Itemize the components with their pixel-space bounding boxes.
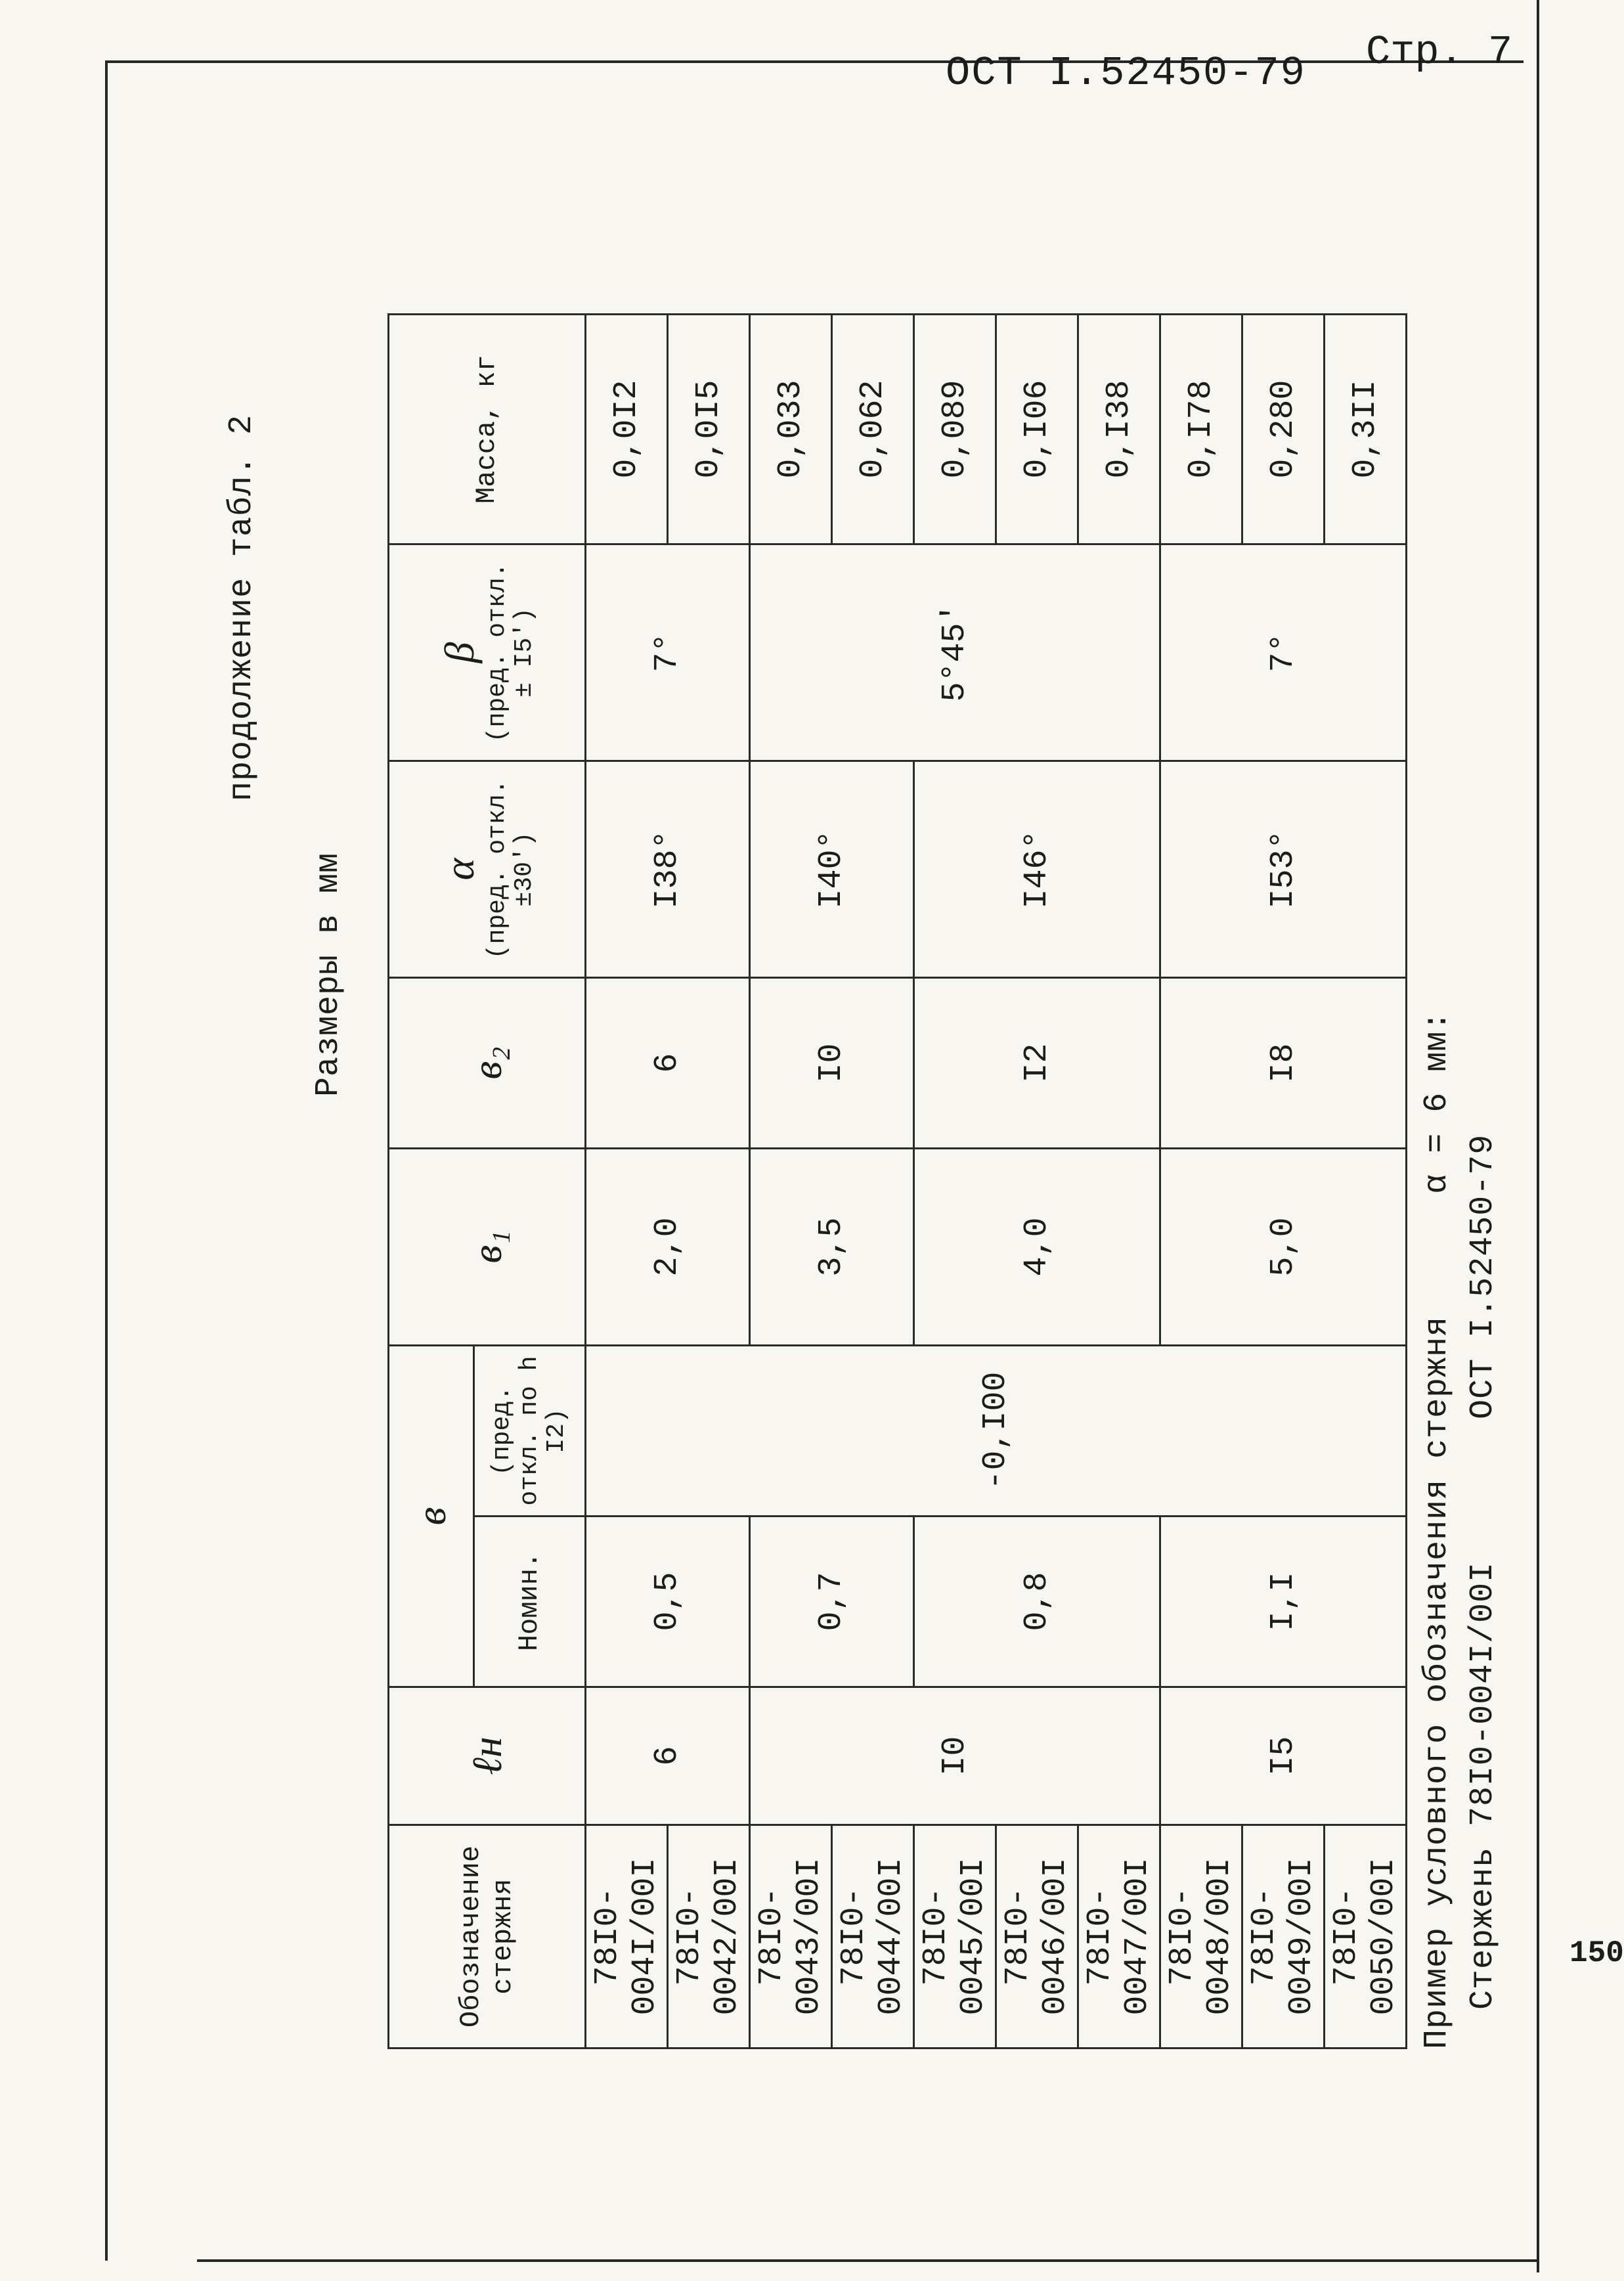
mass-cell: 0,062: [832, 315, 914, 544]
beta-cell: 5°45′: [750, 544, 1160, 761]
mass-cell: 0,280: [1242, 315, 1325, 544]
b1-cell: 4,0: [914, 1149, 1160, 1346]
alpha-cell: I53°: [1160, 761, 1407, 978]
frame-bottom-line: [197, 2259, 1539, 2262]
b-nominal-cell: 0,8: [914, 1517, 1160, 1687]
mass-cell: 0,I78: [1160, 315, 1242, 544]
b1-symbol: в₁: [463, 1230, 510, 1264]
b-nominal-cell: 0,7: [750, 1517, 914, 1687]
designation-cell: 78I0-0045/00I: [914, 1825, 996, 2048]
frame-left-line: [105, 60, 108, 2261]
alpha-cell: I40°: [750, 761, 914, 978]
page-label: Стр. 7: [1366, 29, 1513, 76]
designation-cell: 78I0-0043/00I: [750, 1825, 832, 2048]
header-b-nominal: Номин.: [474, 1517, 586, 1687]
rotated-table-block: [223, 315, 1502, 2049]
header-designation: Обозначение стержня: [389, 1825, 586, 2048]
designation-cell: 78I0-0047/00I: [1078, 1825, 1160, 2048]
header-alpha: [389, 761, 586, 978]
frame-right-line: [1537, 0, 1539, 2272]
ln-symbol: ℓн: [463, 1737, 510, 1775]
b1-cell: 5,0: [1160, 1149, 1407, 1346]
continuation-note: продолжение табл. 2: [223, 414, 261, 801]
header-b2: [389, 978, 586, 1149]
designation-cell: 78I0-0046/00I: [996, 1825, 1078, 2048]
header-beta: [389, 544, 586, 761]
header-b1: [389, 1149, 586, 1346]
designation-cell: 78I0-0044/00I: [832, 1825, 914, 2048]
b-nominal-cell: I,I: [1160, 1517, 1407, 1687]
alpha-cell: I46°: [914, 761, 1160, 978]
b-tolerance-cell: -0,I00: [586, 1346, 1407, 1517]
header-b-tolerance: [474, 1346, 586, 1517]
mass-cell: 0,I38: [1078, 315, 1160, 544]
dimension-table: [387, 313, 1407, 2049]
b1-cell: 3,5: [750, 1149, 914, 1346]
designation-cell: 78I0-0050/00I: [1325, 1825, 1407, 2048]
alpha-tolerance: (пред. откл. ±30′): [483, 779, 539, 960]
b2-cell: 6: [586, 978, 750, 1149]
designation-cell: 78I0-0049/00I: [1242, 1825, 1325, 2048]
frame-top-line: [105, 60, 1524, 63]
beta-cell: 7°: [1160, 544, 1407, 761]
example-designation: Стержень 78I0-004I/00I: [1464, 1561, 1502, 2010]
units-note: Размеры в мм: [310, 852, 347, 1097]
ln-cell: 6: [586, 1687, 750, 1825]
example-standard: ОСТ I.52450-79: [1464, 1134, 1502, 1419]
header-mass: Масса, кг: [389, 315, 586, 544]
mass-cell: 0,089: [914, 315, 996, 544]
mass-cell: 0,I06: [996, 315, 1078, 544]
header-b: [389, 1346, 474, 1687]
designation-cell: 78I0-0042/00I: [668, 1825, 750, 2048]
example-caption-line2: [1464, 1134, 1502, 2010]
standard-number: ОСТ I.52450-79: [946, 50, 1306, 97]
designation-cell: 78I0-0048/00I: [1160, 1825, 1242, 2048]
example-caption-line1: [1418, 1011, 1456, 2049]
b-symbol: в: [407, 1507, 454, 1526]
b2-cell: I8: [1160, 978, 1407, 1149]
beta-symbol: β: [435, 642, 483, 663]
mass-cell: 0,3II: [1325, 315, 1407, 544]
b2-symbol: в₂: [463, 1046, 510, 1080]
mass-cell: 0,033: [750, 315, 832, 544]
example-title: Пример условного обозначения стержня: [1418, 1316, 1456, 2049]
b2-cell: I2: [914, 978, 1160, 1149]
page-number: 150: [1569, 1936, 1624, 1970]
mass-cell: 0,0I5: [668, 315, 750, 544]
b-nominal-cell: 0,5: [586, 1517, 750, 1687]
header-ln: [389, 1687, 586, 1825]
mass-cell: 0,0I2: [586, 315, 668, 544]
beta-cell: 7°: [586, 544, 750, 761]
designation-cell: 78I0-004I/00I: [586, 1825, 668, 2048]
beta-tolerance: (пред. откл. ± I5′): [483, 562, 539, 743]
b1-cell: 2,0: [586, 1149, 750, 1346]
alpha-symbol: α: [435, 858, 483, 881]
alpha-cell: I38°: [586, 761, 750, 978]
example-parameter: α = 6 мм:: [1418, 1010, 1456, 1194]
b-tolerance-label: (пред. откл. по h I2): [487, 1356, 571, 1506]
ln-cell: I5: [1160, 1687, 1407, 1825]
ln-cell: I0: [750, 1687, 1160, 1825]
b2-cell: I0: [750, 978, 914, 1149]
